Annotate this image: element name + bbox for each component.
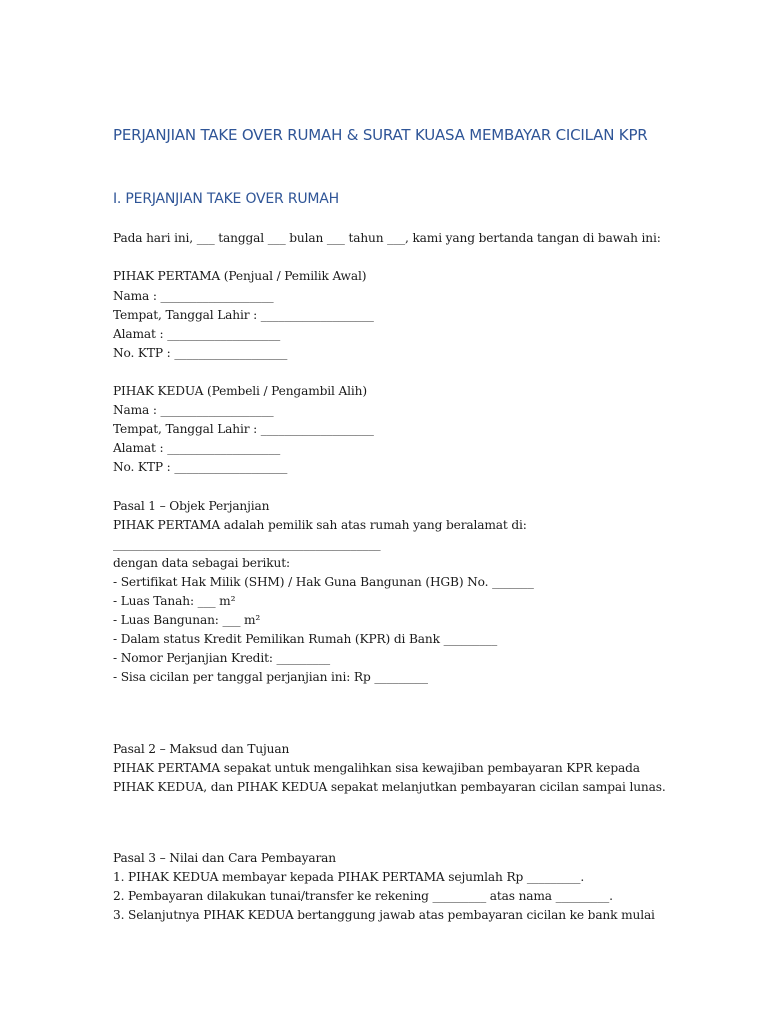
pasal-2-heading: Pasal 2 – Maksud dan Tujuan <box>113 742 290 756</box>
pasal-3-line: 1. PIHAK KEDUA membayar kepada PIHAK PERTAMA sejumlah Rp _________. <box>113 870 585 884</box>
section-heading: I. PERJANJIAN TAKE OVER RUMAH <box>113 191 339 207</box>
pasal-3-heading: Pasal 3 – Nilai dan Cara Pembayaran <box>113 851 336 865</box>
pihak-kedua-nama: Nama : ___________________ <box>113 403 274 417</box>
pasal-2-line: PIHAK PERTAMA sepakat untuk mengalihkan sisa kewajiban pembayaran KPR kepada <box>113 761 640 775</box>
pihak-kedua-ttl: Tempat, Tanggal Lahir : ___________________ <box>113 422 374 436</box>
pasal-1-heading: Pasal 1 – Objek Perjanjian <box>113 499 270 513</box>
intro-text: Pada hari ini, ___ tanggal ___ bulan ___ tahun ___, kami yang bertanda tangan di bawah ini: <box>113 231 661 245</box>
pasal-3-line: 3. Selanjutnya PIHAK KEDUA bertanggung jawab atas pembayaran cicilan ke bank mulai <box>113 908 655 922</box>
pihak-pertama-nama: Nama : ___________________ <box>113 289 274 303</box>
pasal-1-line: - Sertifikat Hak Milik (SHM) / Hak Guna Bangunan (HGB) No. _______ <box>113 575 534 589</box>
pasal-1-line: - Sisa cicilan per tanggal perjanjian ini: Rp _________ <box>113 670 428 684</box>
pihak-pertama-ktp: No. KTP : ___________________ <box>113 346 288 360</box>
pihak-pertama-alamat: Alamat : ___________________ <box>113 327 281 341</box>
pasal-1-line: - Dalam status Kredit Pemilikan Rumah (KPR) di Bank _________ <box>113 632 498 646</box>
pasal-1-line: - Nomor Perjanjian Kredit: _________ <box>113 651 331 665</box>
pihak-pertama-heading: PIHAK PERTAMA (Penjual / Pemilik Awal) <box>113 269 367 283</box>
document-title: PERJANJIAN TAKE OVER RUMAH & SURAT KUASA MEMBAYAR CICILAN KPR <box>113 126 648 144</box>
pasal-1-line: PIHAK PERTAMA adalah pemilik sah atas rumah yang beralamat di: <box>113 518 527 532</box>
pasal-1-line: dengan data sebagai berikut: <box>113 556 290 570</box>
pihak-kedua-alamat: Alamat : ___________________ <box>113 441 281 455</box>
pasal-1-line: - Luas Tanah: ___ m² <box>113 594 236 608</box>
pasal-1-line: _____________________________________________ <box>113 537 381 551</box>
pasal-3-line: 2. Pembayaran dilakukan tunai/transfer ke rekening _________ atas nama _________. <box>113 889 613 903</box>
pihak-kedua-heading: PIHAK KEDUA (Pembeli / Pengambil Alih) <box>113 384 367 398</box>
pihak-pertama-ttl: Tempat, Tanggal Lahir : ___________________ <box>113 308 374 322</box>
pasal-2-line: PIHAK KEDUA, dan PIHAK KEDUA sepakat melanjutkan pembayaran cicilan sampai lunas. <box>113 780 666 794</box>
pasal-1-line: - Luas Bangunan: ___ m² <box>113 613 261 627</box>
pihak-kedua-ktp: No. KTP : ___________________ <box>113 460 288 474</box>
